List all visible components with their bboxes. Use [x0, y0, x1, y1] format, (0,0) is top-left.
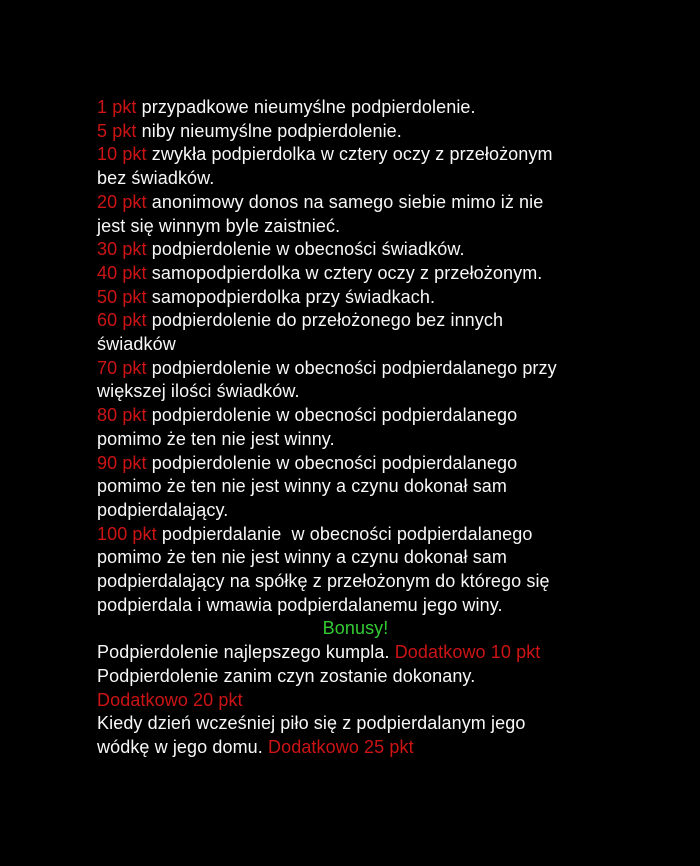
- rules-line: [97, 499, 614, 523]
- rules-line: [97, 309, 614, 333]
- bonus-header-text: Bonusy!: [322, 618, 389, 639]
- rules-line: [97, 594, 614, 618]
- rules-line: [97, 570, 614, 594]
- body-text: Podpierdolenie najlepszego kumpla.: [97, 642, 395, 663]
- body-text: zwykła podpierdolka w cztery oczy z przełożonym: [151, 144, 553, 165]
- rules-line: [97, 262, 614, 286]
- rules-line: [97, 143, 614, 167]
- body-text: podpierdalanie w obecności podpierdalanego: [161, 523, 533, 544]
- points-label: 60 pkt: [97, 310, 152, 331]
- rules-line: [97, 523, 614, 547]
- body-text: anonimowy donos na samego siebie mimo iż nie: [151, 191, 544, 212]
- body-text: pomimo że ten nie jest winny.: [97, 428, 335, 449]
- points-label: Dodatkowo 25 pkt: [268, 736, 414, 757]
- points-label: Dodatkowo 20 pkt: [97, 689, 243, 710]
- body-text: świadków: [97, 334, 176, 355]
- points-label: 1 pkt: [97, 97, 142, 117]
- rules-line: [97, 546, 614, 570]
- body-text: bez świadków.: [97, 168, 215, 189]
- body-text: samopodpierdolka przy świadkach.: [151, 286, 436, 307]
- rules-line: [97, 286, 614, 310]
- points-label: 80 pkt: [97, 405, 152, 426]
- points-label: 100 pkt: [97, 523, 162, 544]
- points-label: 40 pkt: [97, 262, 152, 283]
- body-text: wódkę w jego domu.: [97, 736, 268, 757]
- rules-line: [97, 736, 614, 760]
- points-label: 50 pkt: [97, 286, 152, 307]
- points-label: 70 pkt: [97, 357, 152, 378]
- rules-line: [97, 665, 614, 689]
- body-text: pomimo że ten nie jest winny a czynu dokonał sam: [97, 547, 508, 568]
- body-text: podpierdalający.: [97, 499, 229, 520]
- rules-line: [97, 167, 614, 191]
- body-text: podpierdolenie do przełożonego bez innych: [151, 310, 504, 331]
- rules-line: [97, 712, 614, 736]
- points-label: Dodatkowo 10 pkt: [394, 642, 541, 663]
- rules-line: [97, 191, 614, 215]
- rules-line: [97, 96, 614, 120]
- body-text: podpierdolenie w obecności świadków.: [151, 239, 465, 260]
- body-text: podpierdolenie w obecności podpierdalanego przy: [151, 357, 557, 378]
- body-text: większej ilości świadków.: [97, 381, 300, 402]
- body-text: przypadkowe nieumyślne podpierdolenie.: [141, 97, 476, 117]
- points-label: 90 pkt: [97, 452, 152, 473]
- points-label: 20 pkt: [97, 191, 152, 212]
- body-text: podpierdolenie w obecności podpierdalanego: [151, 405, 518, 426]
- rules-line: [97, 333, 614, 357]
- rules-line: [97, 641, 614, 665]
- body-text: niby nieumyślne podpierdolenie.: [141, 120, 402, 141]
- body-text: jest się winnym byle zaistnieć.: [97, 215, 341, 236]
- rules-line: [97, 215, 614, 239]
- body-text: podpierdala i wmawia podpierdalanemu jego winy.: [97, 594, 503, 615]
- rules-line: [97, 238, 614, 262]
- body-text: Kiedy dzień wcześniej piło się z podpierdalanym jego: [97, 713, 526, 734]
- body-text: Podpierdolenie zanim czyn zostanie dokonany.: [97, 665, 476, 686]
- rules-line: [97, 428, 614, 452]
- rules-line: [97, 380, 614, 404]
- rules-line: [97, 120, 614, 144]
- body-text: podpierdalający na spółkę z przełożonym do którego się: [97, 571, 550, 592]
- rules-line: [97, 617, 614, 641]
- rules-line: [97, 357, 614, 381]
- rules-line: [97, 475, 614, 499]
- body-text: pomimo że ten nie jest winny a czynu dokonał sam: [97, 476, 508, 497]
- rules-line: [97, 452, 614, 476]
- rules-line: [97, 404, 614, 428]
- points-label: 5 pkt: [97, 120, 142, 141]
- points-label: 30 pkt: [97, 239, 152, 260]
- rules-text-block: [97, 96, 614, 760]
- rules-line: [97, 689, 614, 713]
- body-text: samopodpierdolka w cztery oczy z przełożonym.: [151, 262, 543, 283]
- points-label: 10 pkt: [97, 144, 152, 165]
- body-text: podpierdolenie w obecności podpierdalanego: [151, 452, 518, 473]
